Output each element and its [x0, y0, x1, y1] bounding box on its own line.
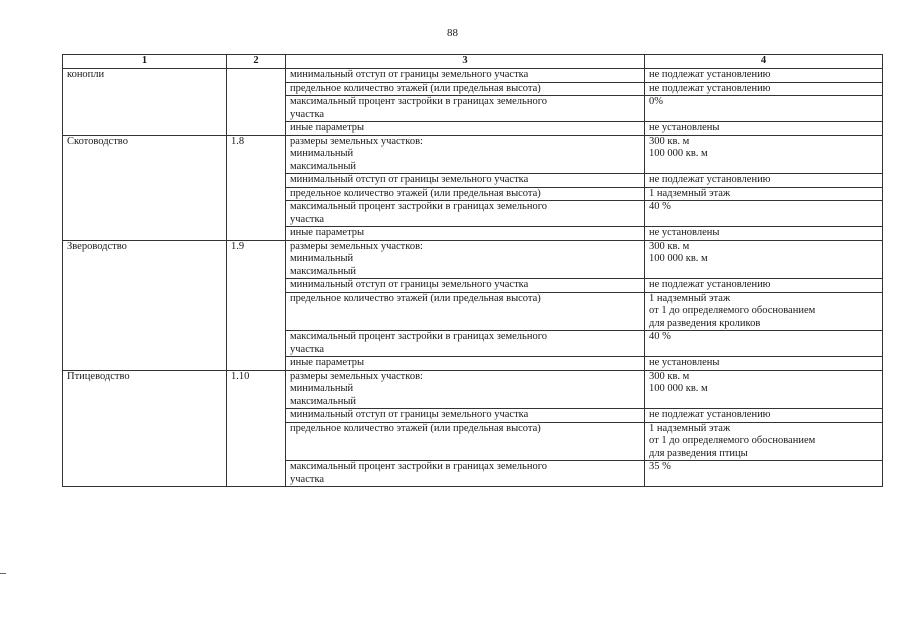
parameter-cell — [286, 292, 645, 331]
value-cell — [645, 292, 883, 331]
table-row — [63, 69, 883, 83]
table-row — [63, 135, 883, 174]
parameter-cell — [286, 422, 645, 461]
value-cell — [645, 409, 883, 423]
parameter-text: иные параметры — [290, 122, 365, 133]
parameter-text: минимальный — [290, 148, 354, 159]
value-text: для разведения птицы — [649, 447, 748, 459]
value-text: 100 000 кв. м — [649, 148, 708, 159]
parameter-text: минимальный отступ от границы земельного участка — [290, 279, 529, 290]
parameter-text: участка — [290, 108, 325, 120]
value-text: не подлежат установлению — [649, 69, 771, 80]
value-text: от 1 до определяемого обоснованием — [649, 435, 816, 446]
parameter-cell — [286, 227, 645, 241]
value-text: 1 надземный этаж — [649, 292, 731, 304]
value-text: от 1 до определяемого обоснованием — [649, 305, 816, 316]
parameter-text: участка — [290, 343, 325, 355]
value-text: не подлежат установлению — [649, 82, 771, 94]
value-text: для разведения кроликов — [649, 317, 761, 329]
activity-name: Птицеводство — [63, 370, 227, 487]
parameter-text: участка — [290, 473, 325, 485]
value-text: 300 кв. м — [649, 370, 690, 382]
parameter-text: минимальный — [290, 253, 354, 264]
value-text: 300 кв. м — [649, 240, 690, 252]
value-text: не подлежат установлению — [649, 279, 771, 290]
value-text: не подлежат установлению — [649, 409, 771, 420]
value-cell — [645, 422, 883, 461]
parameter-cell — [286, 69, 645, 83]
regulations-table — [62, 54, 883, 487]
parameter-text: предельное количество этажей (или предельная высота) — [290, 422, 541, 434]
parameter-text: иные параметры — [290, 357, 365, 368]
value-cell — [645, 357, 883, 371]
margin-mark — [0, 573, 6, 574]
value-cell — [645, 461, 883, 487]
value-text: 1 надземный этаж — [649, 187, 731, 199]
header-col-2: 2 — [227, 55, 286, 69]
parameter-cell — [286, 174, 645, 188]
parameter-cell — [286, 240, 645, 279]
value-text: 100 000 кв. м — [649, 383, 708, 394]
parameter-text: иные параметры — [290, 227, 365, 238]
parameter-text: максимальный процент застройки в границах земельного — [290, 96, 548, 107]
parameter-text: размеры земельных участков: — [290, 240, 423, 252]
parameter-text: минимальный отступ от границы земельного участка — [290, 409, 529, 420]
activity-name: Звероводство — [63, 240, 227, 370]
parameter-text: максимальный — [290, 160, 356, 172]
value-text: 1 надземный этаж — [649, 422, 731, 434]
value-text: 40 % — [649, 201, 671, 212]
activity-code: 1.10 — [227, 370, 286, 487]
activity-code: 1.9 — [227, 240, 286, 370]
parameter-cell — [286, 187, 645, 201]
parameter-text: предельное количество этажей (или предельная высота) — [290, 82, 541, 94]
value-text: не установлены — [649, 122, 720, 133]
parameter-text: участка — [290, 213, 325, 225]
parameter-cell — [286, 135, 645, 174]
value-text: не установлены — [649, 357, 720, 368]
parameter-cell — [286, 122, 645, 136]
parameter-cell — [286, 409, 645, 423]
parameter-text: размеры земельных участков: — [290, 370, 423, 382]
parameter-text: минимальный отступ от границы земельного участка — [290, 69, 529, 80]
value-cell — [645, 174, 883, 188]
parameter-cell — [286, 279, 645, 293]
value-cell — [645, 331, 883, 357]
value-text: 300 кв. м — [649, 135, 690, 147]
parameter-text: максимальный процент застройки в границах земельного — [290, 461, 548, 472]
activity-name: конопли — [63, 69, 227, 136]
parameter-cell — [286, 96, 645, 122]
parameter-cell — [286, 370, 645, 409]
value-text: 40 % — [649, 331, 671, 342]
value-cell — [645, 82, 883, 96]
parameter-cell — [286, 357, 645, 371]
value-cell — [645, 279, 883, 293]
parameter-text: минимальный отступ от границы земельного участка — [290, 174, 529, 185]
parameter-cell — [286, 82, 645, 96]
parameter-text: предельное количество этажей (или предельная высота) — [290, 292, 541, 304]
value-text: не подлежат установлению — [649, 174, 771, 185]
parameter-text: минимальный — [290, 383, 354, 394]
page-number: 88 — [447, 27, 458, 39]
parameter-cell — [286, 331, 645, 357]
value-cell — [645, 370, 883, 409]
value-text: 0% — [649, 96, 663, 107]
table-body — [63, 69, 883, 487]
activity-code: 1.8 — [227, 135, 286, 240]
value-cell — [645, 96, 883, 122]
table-row — [63, 240, 883, 279]
activity-code — [227, 69, 286, 136]
table-header-row — [63, 55, 883, 69]
value-text: 35 % — [649, 461, 671, 472]
parameter-cell — [286, 201, 645, 227]
value-cell — [645, 201, 883, 227]
parameter-text: максимальный — [290, 395, 356, 407]
value-cell — [645, 135, 883, 174]
parameter-text: максимальный — [290, 265, 356, 277]
parameter-text: максимальный процент застройки в границах земельного — [290, 331, 548, 342]
value-cell — [645, 122, 883, 136]
table-row — [63, 370, 883, 409]
value-text: не установлены — [649, 227, 720, 238]
value-cell — [645, 69, 883, 83]
value-cell — [645, 187, 883, 201]
value-cell — [645, 227, 883, 241]
parameter-text: размеры земельных участков: — [290, 135, 423, 147]
parameter-cell — [286, 461, 645, 487]
value-cell — [645, 240, 883, 279]
header-col-3: 3 — [286, 55, 645, 69]
activity-name: Скотоводство — [63, 135, 227, 240]
parameter-text: предельное количество этажей (или предельная высота) — [290, 187, 541, 199]
header-col-1: 1 — [63, 55, 227, 69]
parameter-text: максимальный процент застройки в границах земельного — [290, 201, 548, 212]
header-col-4: 4 — [645, 55, 883, 69]
value-text: 100 000 кв. м — [649, 253, 708, 264]
